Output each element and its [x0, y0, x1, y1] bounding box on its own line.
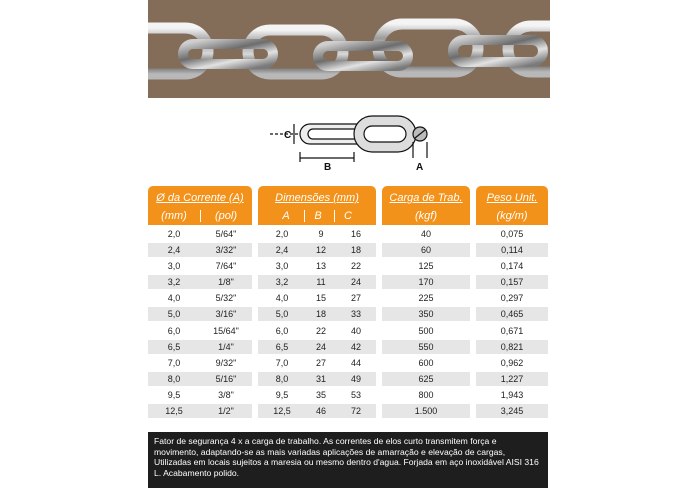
cell-pol: 5/32": [215, 293, 237, 304]
table-row: [148, 371, 548, 387]
header-dimensions-title: Dimensões (mm): [275, 192, 359, 204]
cell-mm: 2,0: [167, 229, 181, 239]
cell-dim-c: 24: [350, 277, 361, 288]
cell-weight: 0,821: [500, 341, 524, 352]
link-diagram: [270, 112, 440, 174]
cell-dim-c: 49: [350, 373, 361, 384]
cell-pol: 5/64": [215, 229, 237, 239]
cell-dim-a: 8,0: [275, 373, 289, 384]
cell-pol: 1/4": [218, 341, 234, 352]
cell-weight: 0,075: [500, 229, 524, 239]
cell-mm: 3,0: [167, 261, 181, 272]
table-row: [148, 290, 548, 306]
header-dimensions: [258, 186, 376, 225]
diagram-label-b: B: [324, 162, 332, 173]
header-diameter-mm: (mm): [161, 210, 187, 222]
cell-dim-a: 6,0: [275, 325, 289, 336]
cell-dim-b: 13: [315, 261, 326, 272]
table-row: [148, 306, 548, 322]
table-row: [148, 242, 548, 258]
header-weight: [476, 186, 548, 225]
cell-pol: 1/8": [218, 277, 234, 288]
header-divider: [200, 210, 201, 222]
table-row: [148, 323, 548, 339]
cell-load: 40: [420, 229, 431, 239]
table-row: [148, 226, 548, 242]
cell-dim-a: 5,0: [275, 309, 289, 320]
table-row: [148, 387, 548, 403]
cell-dim-b: 35: [315, 389, 326, 400]
cell-weight: 1,943: [500, 389, 524, 400]
cell-load: 225: [418, 293, 434, 304]
cell-pol: 3/16": [215, 309, 237, 320]
cell-load: 125: [418, 261, 434, 272]
cell-dim-b: 22: [315, 325, 326, 336]
cell-mm: 9,5: [167, 389, 181, 400]
cell-dim-a: 9,5: [275, 389, 289, 400]
cell-dim-c: 42: [350, 341, 361, 352]
cell-mm: 12,5: [165, 406, 183, 417]
cell-dim-b: 15: [315, 293, 326, 304]
cell-load: 500: [418, 325, 434, 336]
cell-weight: 0,465: [500, 309, 524, 320]
cell-pol: 9/32": [215, 357, 237, 368]
cell-weight: 0,157: [500, 277, 524, 288]
cell-dim-b: 31: [315, 373, 326, 384]
header-load-title: Carga de Trab.: [389, 192, 463, 204]
cell-dim-a: 4,0: [275, 293, 289, 304]
header-dim-b: B: [314, 210, 322, 222]
spec-table-body: [148, 226, 548, 419]
cell-mm: 8,0: [167, 373, 181, 384]
table-row: [148, 258, 548, 274]
cell-dim-b: 9: [318, 229, 324, 239]
cell-dim-b: 18: [315, 309, 326, 320]
diagram-label-c: C: [284, 130, 292, 141]
cell-mm: 5,0: [167, 309, 181, 320]
table-row: [148, 355, 548, 371]
description-note: Fator de segurança 4 x a carga de trabalho. As correntes de elos curto transmitem força e movimento, adaptando-se as mais variadas aplicações de amarração e elevação de cargas, Utilizadas em locais sujeitos a maresia ou mesmo dentro d'agua. Forjada em aço inoxidável AISI 316 L. Acabamento polido.: [148, 432, 548, 488]
cell-weight: 0,114: [501, 245, 523, 256]
cell-load: 550: [418, 341, 434, 352]
header-load: [382, 186, 470, 225]
cell-pol: 5/16": [215, 373, 237, 384]
cell-weight: 0,962: [500, 357, 524, 368]
header-diameter: [148, 186, 252, 225]
cell-mm: 2,4: [167, 245, 181, 256]
cell-load: 350: [418, 309, 434, 320]
cell-pol: 1/2": [218, 406, 234, 417]
cell-weight: 0,297: [500, 293, 524, 304]
cell-dim-b: 12: [315, 245, 326, 256]
cell-load: 800: [418, 389, 434, 400]
cell-dim-a: 3,2: [275, 277, 289, 288]
cell-dim-b: 27: [315, 357, 326, 368]
cell-dim-a: 12,5: [273, 406, 291, 417]
cell-weight: 3,245: [500, 406, 524, 417]
cell-dim-a: 2,4: [275, 245, 289, 256]
table-row: [148, 274, 548, 290]
chain-photo: [148, 0, 550, 98]
header-dim-c: C: [344, 210, 352, 222]
cell-dim-c: 44: [350, 357, 361, 368]
cell-dim-a: 2,0: [275, 229, 289, 239]
cell-load: 170: [418, 277, 434, 288]
cell-mm: 6,5: [167, 341, 181, 352]
diagram-label-a: A: [416, 162, 424, 173]
cell-dim-a: 6,5: [275, 341, 289, 352]
cell-dim-b: 46: [315, 406, 326, 417]
cell-dim-c: 16: [350, 229, 361, 239]
cell-pol: 7/64": [215, 261, 237, 272]
cell-dim-c: 40: [350, 325, 361, 336]
cell-dim-b: 24: [315, 341, 326, 352]
cell-load: 1.500: [414, 406, 438, 417]
header-diameter-title: Ø da Corrente (A): [156, 192, 244, 204]
cell-load: 625: [418, 373, 434, 384]
header-dim-a: A: [282, 210, 290, 222]
cell-load: 60: [420, 245, 431, 256]
header-load-unit: (kgf): [415, 210, 437, 222]
cell-dim-c: 72: [350, 406, 361, 417]
cell-pol: 15/64": [213, 325, 239, 336]
cell-dim-c: 22: [350, 261, 361, 272]
cell-pol: 3/8": [218, 389, 234, 400]
cell-dim-c: 27: [350, 293, 361, 304]
cell-mm: 7,0: [167, 357, 181, 368]
cell-dim-a: 7,0: [275, 357, 289, 368]
cell-dim-c: 53: [350, 389, 361, 400]
cell-mm: 6,0: [167, 325, 181, 336]
cell-mm: 3,2: [167, 277, 181, 288]
cell-dim-b: 11: [316, 277, 326, 288]
cell-mm: 4,0: [167, 293, 181, 304]
table-row: [148, 403, 548, 419]
table-row: [148, 339, 548, 355]
cell-load: 600: [418, 357, 434, 368]
cell-weight: 1,227: [500, 373, 524, 384]
cell-weight: 0,671: [500, 325, 524, 336]
header-diameter-pol: (pol): [214, 210, 237, 222]
cell-dim-c: 18: [350, 245, 361, 256]
header-weight-unit: (kg/m): [496, 210, 528, 222]
cell-weight: 0,174: [500, 261, 524, 272]
cell-dim-a: 3,0: [275, 261, 289, 272]
header-weight-title: Peso Unit.: [486, 192, 538, 204]
cell-dim-c: 33: [350, 309, 361, 320]
cell-pol: 3/32": [215, 245, 237, 256]
